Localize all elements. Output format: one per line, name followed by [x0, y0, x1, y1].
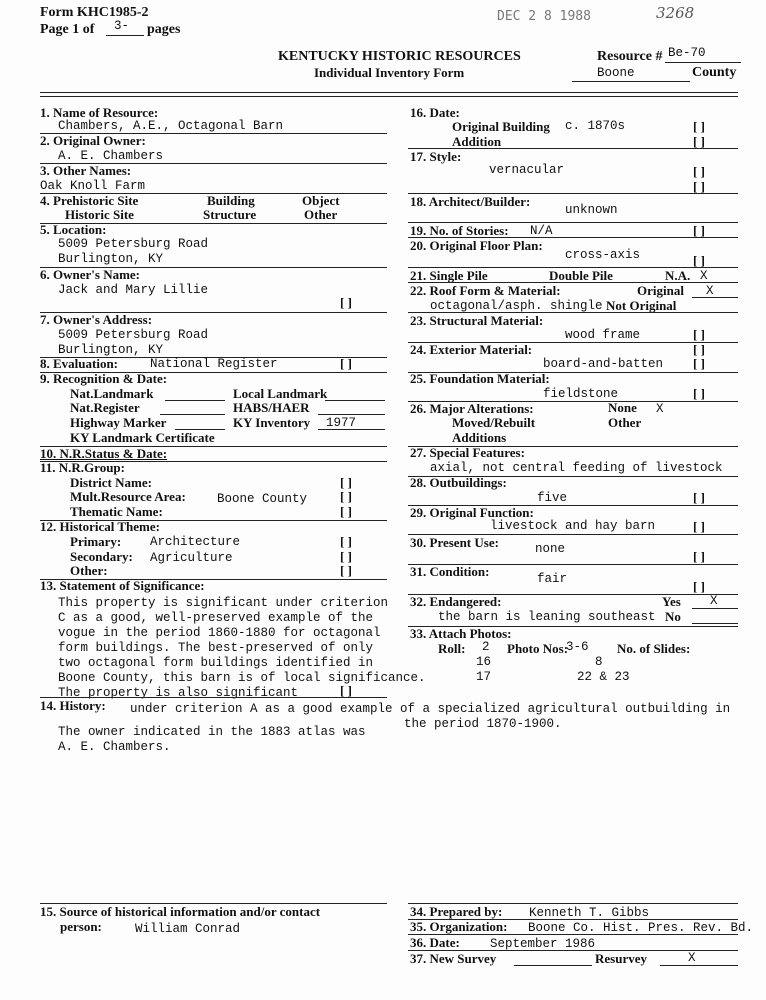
exterior-label: 24. Exterior Material: — [410, 342, 533, 357]
slides-label: No. of Slides: — [617, 641, 691, 656]
checkbox-bracket: [ ] — [693, 579, 705, 594]
checkbox-bracket: [ ] — [693, 549, 705, 564]
significance-line: This property is significant under criterion — [58, 596, 389, 610]
checkbox-bracket: [ ] — [693, 119, 705, 134]
outbuildings-label: 28. Outbuildings: — [410, 475, 507, 490]
object-option: Object — [302, 193, 340, 208]
highway-marker-label: Highway Marker — [70, 415, 167, 430]
prepared-date-label: 36. Date: — [410, 935, 460, 950]
page-total: 3- — [114, 19, 130, 33]
local-landmark-label: Local Landmark — [233, 386, 328, 401]
checkbox-bracket: [ ] — [340, 475, 352, 490]
roof-value: octagonal/asph. shingle — [430, 299, 603, 313]
primary-value: Architecture — [150, 535, 241, 549]
resource-label: Resource # — [597, 49, 663, 64]
page-prefix: Page 1 of — [40, 22, 95, 37]
organization-value: Boone Co. Hist. Pres. Rev. Bd. — [528, 921, 754, 935]
checkbox-bracket: [ ] — [693, 342, 705, 357]
blank-line — [318, 414, 385, 415]
original-function-value: livestock and hay barn — [490, 519, 656, 533]
district-name-label: District Name: — [70, 475, 152, 490]
prepared-date-value: September 1986 — [490, 937, 596, 951]
checkbox-bracket: [ ] — [693, 490, 705, 505]
checkbox-bracket: [ ] — [340, 504, 352, 519]
checkbox-bracket: [ ] — [693, 386, 705, 401]
blank-line — [660, 965, 738, 966]
checkbox-bracket: [ ] — [340, 563, 352, 578]
county-value: Boone — [597, 66, 635, 80]
source-value: William Conrad — [135, 922, 241, 936]
person-label: person: — [60, 919, 102, 934]
location-line1: 5009 Petersburg Road — [58, 237, 209, 251]
endangered-note: the barn is leaning southeast — [438, 610, 656, 624]
endangered-no-label: No — [665, 609, 681, 624]
stories-value: N/A — [530, 224, 553, 238]
roll-value: 17 — [476, 670, 492, 684]
new-survey-label: 37. New Survey — [410, 951, 497, 966]
stories-label: 19. No. of Stories: — [410, 223, 509, 238]
nat-landmark-label: Nat.Landmark — [70, 386, 154, 401]
ky-inventory-label: KY Inventory — [233, 415, 311, 430]
original-function-label: 29. Original Function: — [410, 505, 534, 520]
significance-label: 13. Statement of Significance: — [40, 578, 205, 593]
building-option: Building — [207, 193, 255, 208]
exterior-value: board-and-batten — [543, 357, 664, 371]
condition-value: fair — [537, 572, 568, 586]
location-label: 5. Location: — [40, 222, 107, 237]
historic-site-option: Historic Site — [65, 207, 134, 222]
organization-label: 35. Organization: — [410, 919, 508, 934]
structure-option: Structure — [203, 207, 257, 222]
nat-register-label: Nat.Register — [70, 400, 140, 415]
endangered-label: 32. Endangered: — [410, 594, 502, 609]
blank-line — [692, 297, 738, 298]
blank-line — [514, 965, 592, 966]
mult-resource-value: Boone County — [217, 492, 308, 506]
history-line: under criterion A as a good example of a specialized agricultural outbuilding in — [130, 702, 731, 716]
significance-line: The property is also significant — [58, 686, 299, 700]
structural-value: wood frame — [565, 328, 641, 342]
significance-line: vogue in the period 1860-1880 for octagonal — [58, 626, 381, 640]
checkbox-bracket: [ ] — [693, 253, 705, 268]
na-mark: X — [700, 269, 708, 283]
other-theme-label: Other: — [70, 563, 108, 578]
evaluation-label: 8. Evaluation: — [40, 356, 119, 371]
floor-plan-label: 20. Original Floor Plan: — [410, 238, 543, 253]
roof-original-mark: X — [706, 284, 714, 298]
owners-address-line2: Burlington, KY — [58, 343, 164, 357]
blank-line — [160, 414, 225, 415]
checkbox-bracket: [ ] — [693, 223, 705, 238]
nr-status-label: 10. N.R.Status & Date: — [40, 446, 168, 461]
checkbox-bracket: [ ] — [693, 164, 705, 179]
alterations-label: 26. Major Alterations: — [410, 401, 534, 416]
source-label: 15. Source of historical information and/or contact — [40, 904, 321, 919]
alterations-none-mark: X — [656, 402, 664, 416]
attach-photos-label: 33. Attach Photos: — [410, 626, 512, 641]
prepared-by-label: 34. Prepared by: — [410, 904, 503, 919]
structural-label: 23. Structural Material: — [410, 313, 544, 328]
checkbox-bracket: [ ] — [340, 683, 352, 698]
other-names-label: 3. Other Names: — [40, 163, 132, 178]
history-line: the period 1870-1900. — [404, 717, 562, 731]
checkbox-bracket: [ ] — [340, 489, 352, 504]
county-underline — [572, 81, 690, 82]
checkbox-bracket: [ ] — [340, 295, 352, 310]
name-of-resource-label: 1. Name of Resource: — [40, 105, 159, 120]
checkbox-bracket: [ ] — [693, 179, 705, 194]
ky-inventory-value: 1977 — [326, 416, 357, 430]
endangered-yes-mark: X — [710, 594, 718, 608]
foundation-label: 25. Foundation Material: — [410, 371, 550, 386]
style-label: 17. Style: — [410, 149, 462, 164]
checkbox-bracket: [ ] — [693, 327, 705, 342]
form-subtitle: Individual Inventory Form — [314, 65, 465, 80]
checkbox-bracket: [ ] — [340, 356, 352, 371]
single-pile-option: 21. Single Pile — [410, 268, 488, 283]
owners-address-label: 7. Owner's Address: — [40, 312, 153, 327]
blank-line — [318, 429, 385, 430]
special-features-label: 27. Special Features: — [410, 445, 525, 460]
significance-line: form buildings. The best-preserved of only — [58, 641, 374, 655]
condition-label: 31. Condition: — [410, 564, 490, 579]
history-line: A. E. Chambers. — [58, 740, 171, 754]
nr-group-label: 11. N.R.Group: — [40, 460, 125, 475]
roll-label: Roll: — [438, 641, 466, 656]
blank-line — [325, 400, 385, 401]
owners-name-label: 6. Owner's Name: — [40, 267, 141, 282]
date-label: 16. Date: — [410, 105, 460, 120]
endangered-yes-label: Yes — [662, 594, 681, 609]
na-option: N.A. — [665, 268, 691, 283]
photo-nos-value: 8 — [595, 655, 603, 669]
page-total-underline — [106, 35, 144, 36]
mult-resource-label: Mult.Resource Area: — [70, 489, 186, 504]
secondary-value: Agriculture — [150, 551, 233, 565]
original-building-label: Original Building — [452, 119, 550, 134]
photo-nos-value: 3-6 — [566, 640, 589, 654]
history-line: The owner indicated in the 1883 atlas was — [58, 725, 366, 739]
resurvey-label: Resurvey — [595, 951, 647, 966]
historical-theme-label: 12. Historical Theme: — [40, 519, 160, 534]
location-line2: Burlington, KY — [58, 252, 164, 266]
roll-value: 2 — [482, 640, 490, 654]
recognition-label: 9. Recognition & Date: — [40, 371, 168, 386]
secondary-label: Secondary: — [70, 549, 133, 564]
resource-underline — [665, 62, 741, 63]
roof-not-original-label: Not Original — [606, 298, 677, 313]
thematic-name-label: Thematic Name: — [70, 504, 163, 519]
prepared-by-value: Kenneth T. Gibbs — [529, 906, 650, 920]
checkbox-bracket: [ ] — [693, 519, 705, 534]
habs-haer-label: HABS/HAER — [233, 400, 310, 415]
significance-line: C as a good, well-preserved example of the — [58, 611, 374, 625]
form-id: Form KHC1985-2 — [40, 5, 149, 20]
present-use-value: none — [535, 542, 566, 556]
original-owner-value: A. E. Chambers — [58, 149, 164, 163]
prehistoric-site-option: 4. Prehistoric Site — [40, 193, 139, 208]
architect-label: 18. Architect/Builder: — [410, 194, 531, 209]
addition-label: Addition — [452, 134, 502, 149]
moved-rebuilt-label: Moved/Rebuilt — [452, 415, 536, 430]
evaluation-value: National Register — [150, 357, 278, 371]
received-stamp: DEC 2 8 1988 — [497, 9, 591, 24]
primary-label: Primary: — [70, 534, 122, 549]
form-title: KENTUCKY HISTORIC RESOURCES — [278, 49, 521, 64]
county-label: County — [692, 65, 737, 80]
history-label: 14. History: — [40, 698, 106, 713]
roll-value: 16 — [476, 655, 492, 669]
original-building-value: c. 1870s — [565, 119, 626, 133]
roof-label: 22. Roof Form & Material: — [410, 283, 561, 298]
other-option: Other — [304, 207, 338, 222]
resurvey-mark: X — [688, 951, 696, 965]
checkbox-bracket: [ ] — [340, 534, 352, 549]
significance-line: Boone County, this barn is of local significance. — [58, 671, 426, 685]
header-rule — [40, 96, 738, 97]
other-names-value: Oak Knoll Farm — [40, 179, 146, 193]
name-of-resource-value: Chambers, A.E., Octagonal Barn — [58, 119, 284, 133]
floor-plan-value: cross-axis — [565, 248, 641, 262]
original-owner-label: 2. Original Owner: — [40, 133, 146, 148]
significance-line: two octagonal form buildings identified in — [58, 656, 374, 670]
outbuildings-value: five — [537, 491, 568, 505]
checkbox-bracket: [ ] — [693, 356, 705, 371]
checkbox-bracket: [ ] — [693, 134, 705, 149]
foundation-value: fieldstone — [543, 387, 619, 401]
present-use-label: 30. Present Use: — [410, 535, 499, 550]
photo-nos-value: 22 & 23 — [577, 670, 630, 684]
style-value: vernacular — [489, 163, 565, 177]
double-pile-option: Double Pile — [549, 268, 613, 283]
handwritten-number: 3268 — [656, 4, 695, 22]
special-features-value: axial, not central feeding of livestock — [430, 461, 723, 475]
owners-name-value: Jack and Mary Lillie — [58, 283, 209, 297]
ky-landmark-label: KY Landmark Certificate — [70, 430, 215, 445]
photo-nos-label: Photo Nos: — [507, 641, 569, 656]
resource-value: Be-70 — [668, 46, 706, 60]
checkbox-bracket: [ ] — [340, 549, 352, 564]
blank-line — [165, 400, 225, 401]
header-rule — [40, 92, 738, 93]
blank-line — [692, 608, 738, 609]
page-suffix: pages — [147, 22, 181, 37]
blank-line — [692, 623, 738, 624]
architect-value: unknown — [565, 203, 618, 217]
additions-label: Additions — [452, 430, 507, 445]
alterations-other-label: Other — [608, 415, 642, 430]
alterations-none-label: None — [608, 400, 637, 415]
owners-address-line1: 5009 Petersburg Road — [58, 328, 209, 342]
roof-original-label: Original — [637, 283, 684, 298]
